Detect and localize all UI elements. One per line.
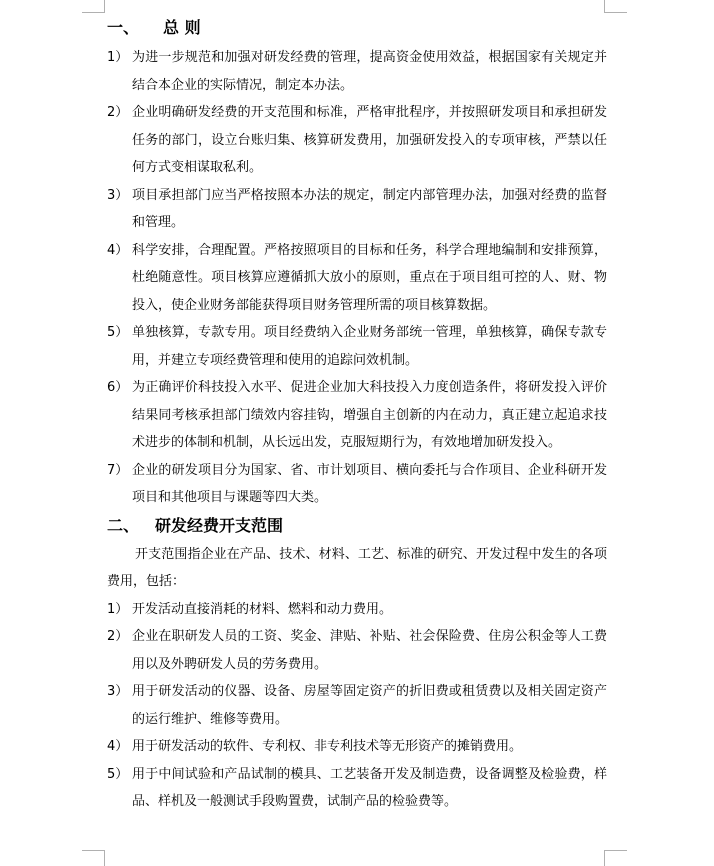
list-item: [107, 374, 607, 457]
section-number: 二、: [107, 515, 140, 535]
list-item-text: 项目承担部门应当严格按照本办法的规定，制定内部管理办法，加强对经费的监督和管理。: [132, 187, 607, 230]
section-general-list: [107, 44, 607, 512]
section-scope-list: [107, 596, 607, 816]
list-item: [107, 761, 607, 816]
list-item-marker: 1）: [107, 601, 129, 617]
list-item-text: 用于中间试验和产品试制的模具、工艺装备开发及制造费，设备调整及检验费，样品、样机及一般测试手段购置费，试制产品的检验费等。: [132, 766, 607, 809]
list-item-text: 企业在职研发人员的工资、奖金、津贴、补贴、社会保险费、住房公积金等人工费用以及外聘研发人员的劳务费用。: [132, 629, 607, 672]
list-item: [107, 733, 607, 761]
section-number: 一、: [107, 18, 140, 37]
document-page: [107, 16, 607, 816]
list-item-text: 企业明确研发经费的开支范围和标准，严格审批程序，并按照研发项目和承担研发任务的部门，设立台账归集、核算研发费用，加强研发投入的专项审核，严禁以任何方式变相谋取私利。: [132, 105, 607, 175]
page-corner-mark-bottom-right: [604, 850, 627, 866]
list-item-marker: 3）: [107, 684, 129, 699]
list-item: [107, 182, 607, 237]
list-item-marker: 2）: [107, 105, 129, 120]
list-item-marker: 2）: [107, 629, 129, 644]
list-item: [107, 99, 607, 182]
list-item-marker: 5）: [107, 325, 129, 340]
list-item-marker: 5）: [107, 766, 129, 782]
list-item-text: 科学安排，合理配置。严格按照项目的目标和任务，科学合理地编制和安排预算，杜绝随意性。项目核算应遵循抓大放小的原则，重点在于项目组可控的人、财、物投入，使企业财务部能获得项目财务管理所需的项目核算数据。: [132, 242, 607, 313]
list-item-text: 为正确评价科技投入水平、促进企业加大科技投入力度创造条件，将研发投入评价结果同考核承担部门绩效内容挂钩，增强自主创新的内在动力，真正建立起追求技术进步的体制和机制，从长远出发，克服短期行为，有效地增加研发投入。: [132, 380, 607, 450]
page-corner-mark-top-left: [82, 0, 105, 13]
list-item: [107, 237, 607, 320]
list-item-text: 单独核算，专款专用。项目经费纳入企业财务部统一管理，单独核算，确保专款专用，并建立专项经费管理和使用的追踪问效机制。: [132, 325, 607, 368]
list-item: [107, 596, 607, 624]
list-item-text: 开发活动直接消耗的材料、燃料和动力费用。: [132, 601, 393, 617]
section-heading-general: [107, 16, 607, 40]
page-corner-mark-top-right: [604, 0, 627, 13]
section-title: 总 则: [163, 18, 201, 37]
list-item-text: 企业的研发项目分为国家、省、市计划项目、横向委托与合作项目、企业科研开发项目和其他项目与课题等四大类。: [132, 462, 607, 505]
list-item-marker: 1）: [107, 50, 129, 65]
page-corner-mark-bottom-left: [82, 850, 105, 866]
section-heading-rd-expense-scope: [107, 514, 607, 538]
section-title: 研发经费开支范围: [155, 515, 284, 535]
list-item-marker: 3）: [107, 187, 129, 203]
list-item: [107, 319, 607, 374]
list-item: [107, 678, 607, 733]
list-item: [107, 457, 607, 512]
list-item-marker: 6）: [107, 380, 129, 395]
list-item: [107, 623, 607, 678]
list-item-text: 为进一步规范和加强对研发经费的管理，提高资金使用效益，根据国家有关规定并结合本企业的实际情况，制定本办法。: [132, 50, 607, 93]
list-item-text: 用于研发活动的仪器、设备、房屋等固定资产的折旧费或租赁费以及相关固定资产的运行维护、维修等费用。: [132, 684, 607, 727]
list-item-marker: 7）: [107, 462, 129, 478]
list-item-text: 用于研发活动的软件、专利权、非专利技术等无形资产的摊销费用。: [132, 739, 523, 754]
section-intro-paragraph: 开支范围指企业在产品、技术、材料、工艺、标准的研究、开发过程中发生的各项费用，包括：: [107, 546, 607, 589]
list-item-marker: 4）: [107, 242, 129, 258]
list-item-marker: 4）: [107, 739, 129, 754]
list-item: [107, 44, 607, 99]
